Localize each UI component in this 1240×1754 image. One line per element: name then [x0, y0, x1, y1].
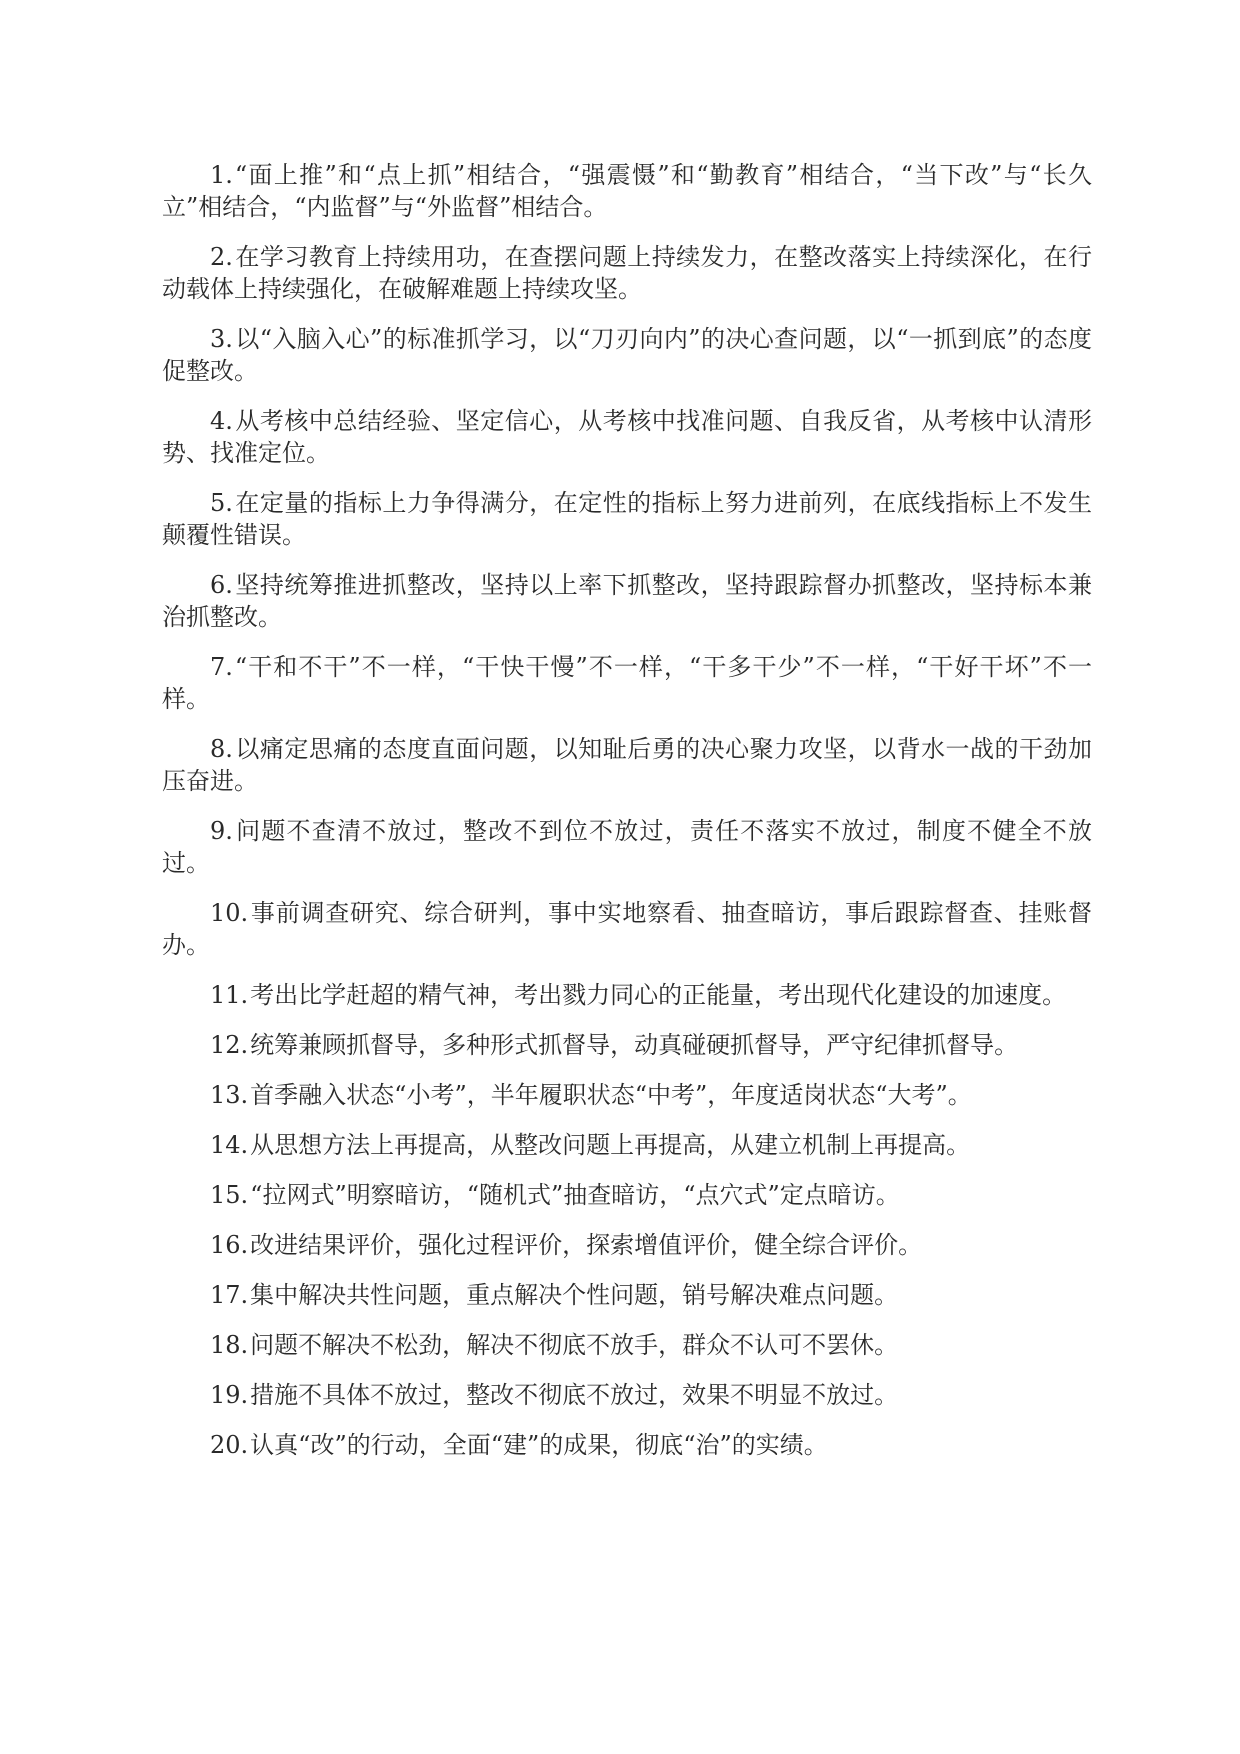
item-number: 18.	[210, 1331, 249, 1359]
item-number: 1.	[210, 161, 233, 189]
item-text: 认真“改”的行动，全面“建”的成果，彻底“治”的实绩。	[250, 1431, 828, 1459]
list-item	[162, 1079, 1092, 1111]
item-text: 集中解决共性问题，重点解决个性问题，销号解决难点问题。	[250, 1281, 899, 1309]
list-item	[162, 979, 1092, 1011]
list-item	[162, 405, 1092, 469]
item-number: 14.	[210, 1131, 249, 1159]
list-item	[162, 241, 1092, 305]
item-number: 13.	[210, 1081, 249, 1109]
item-text: 在学习教育上持续用功，在查摆问题上持续发力，在整改落实上持续深化，在行动载体上持续强化，在破解难题上持续攻坚。	[162, 243, 1092, 303]
item-number: 5.	[210, 489, 233, 517]
item-number: 16.	[210, 1231, 249, 1259]
list-item	[162, 1279, 1092, 1311]
item-number: 17.	[210, 1281, 249, 1309]
item-number: 7.	[210, 653, 233, 681]
item-text: 在定量的指标上力争得满分，在定性的指标上努力进前列，在底线指标上不发生颠覆性错误。	[162, 489, 1092, 549]
item-text: “干和不干”不一样，“干快干慢”不一样，“干多干少”不一样，“干好干坏”不一样。	[162, 653, 1092, 713]
item-text: 改进结果评价，强化过程评价，探索增值评价，健全综合评价。	[250, 1231, 923, 1259]
item-text: 统筹兼顾抓督导，多种形式抓督导，动真碰硬抓督导，严守纪律抓督导。	[250, 1031, 1019, 1059]
item-text: 措施不具体不放过，整改不彻底不放过，效果不明显不放过。	[250, 1381, 899, 1409]
list-item	[162, 1179, 1092, 1211]
document-body	[162, 159, 1092, 1479]
list-item	[162, 1379, 1092, 1411]
list-item	[162, 569, 1092, 633]
item-number: 10.	[210, 899, 249, 927]
item-text: 问题不查清不放过，整改不到位不放过，责任不落实不放过，制度不健全不放过。	[162, 817, 1092, 877]
item-text: 首季融入状态“小考”，半年履职状态“中考”，年度适岗状态“大考”。	[250, 1081, 972, 1109]
list-item	[162, 651, 1092, 715]
list-item	[162, 487, 1092, 551]
item-text: 坚持统筹推进抓整改，坚持以上率下抓整改，坚持跟踪督办抓整改，坚持标本兼治抓整改。	[162, 571, 1092, 631]
item-text: 以“入脑入心”的标准抓学习，以“刀刃向内”的决心查问题，以“一抓到底”的态度促整改。	[162, 325, 1092, 385]
item-text: 以痛定思痛的态度直面问题，以知耻后勇的决心聚力攻坚，以背水一战的干劲加压奋进。	[162, 735, 1092, 795]
item-text: 事前调查研究、综合研判，事中实地察看、抽查暗访，事后跟踪督查、挂账督办。	[162, 899, 1092, 959]
item-number: 11.	[210, 981, 249, 1009]
list-item	[162, 1229, 1092, 1261]
list-item	[162, 815, 1092, 879]
list-item	[162, 1129, 1092, 1161]
item-number: 15.	[210, 1181, 249, 1209]
list-item	[162, 1429, 1092, 1461]
item-number: 19.	[210, 1381, 249, 1409]
item-number: 6.	[210, 571, 233, 599]
list-item	[162, 1329, 1092, 1361]
list-item	[162, 733, 1092, 797]
item-text: 问题不解决不松劲，解决不彻底不放手，群众不认可不罢休。	[250, 1331, 899, 1359]
list-item	[162, 159, 1092, 223]
list-item	[162, 1029, 1092, 1061]
item-number: 4.	[210, 407, 233, 435]
item-number: 3.	[210, 325, 233, 353]
item-number: 12.	[210, 1031, 249, 1059]
item-text: “拉网式”明察暗访，“随机式”抽查暗访，“点穴式”定点暗访。	[250, 1181, 900, 1209]
item-number: 2.	[210, 243, 233, 271]
list-item	[162, 897, 1092, 961]
item-text: 从考核中总结经验、坚定信心，从考核中找准问题、自我反省，从考核中认清形势、找准定位。	[162, 407, 1092, 467]
list-item	[162, 323, 1092, 387]
item-text: 从思想方法上再提高，从整改问题上再提高，从建立机制上再提高。	[250, 1131, 971, 1159]
item-text: 考出比学赶超的精气神，考出戮力同心的正能量，考出现代化建设的加速度。	[250, 981, 1067, 1009]
item-number: 8.	[210, 735, 233, 763]
item-number: 20.	[210, 1431, 249, 1459]
item-number: 9.	[210, 817, 233, 845]
item-text: “面上推”和“点上抓”相结合，“强震慑”和“勤教育”相结合，“当下改”与“长久立”相结合，“内监督”与“外监督”相结合。	[162, 161, 1092, 221]
